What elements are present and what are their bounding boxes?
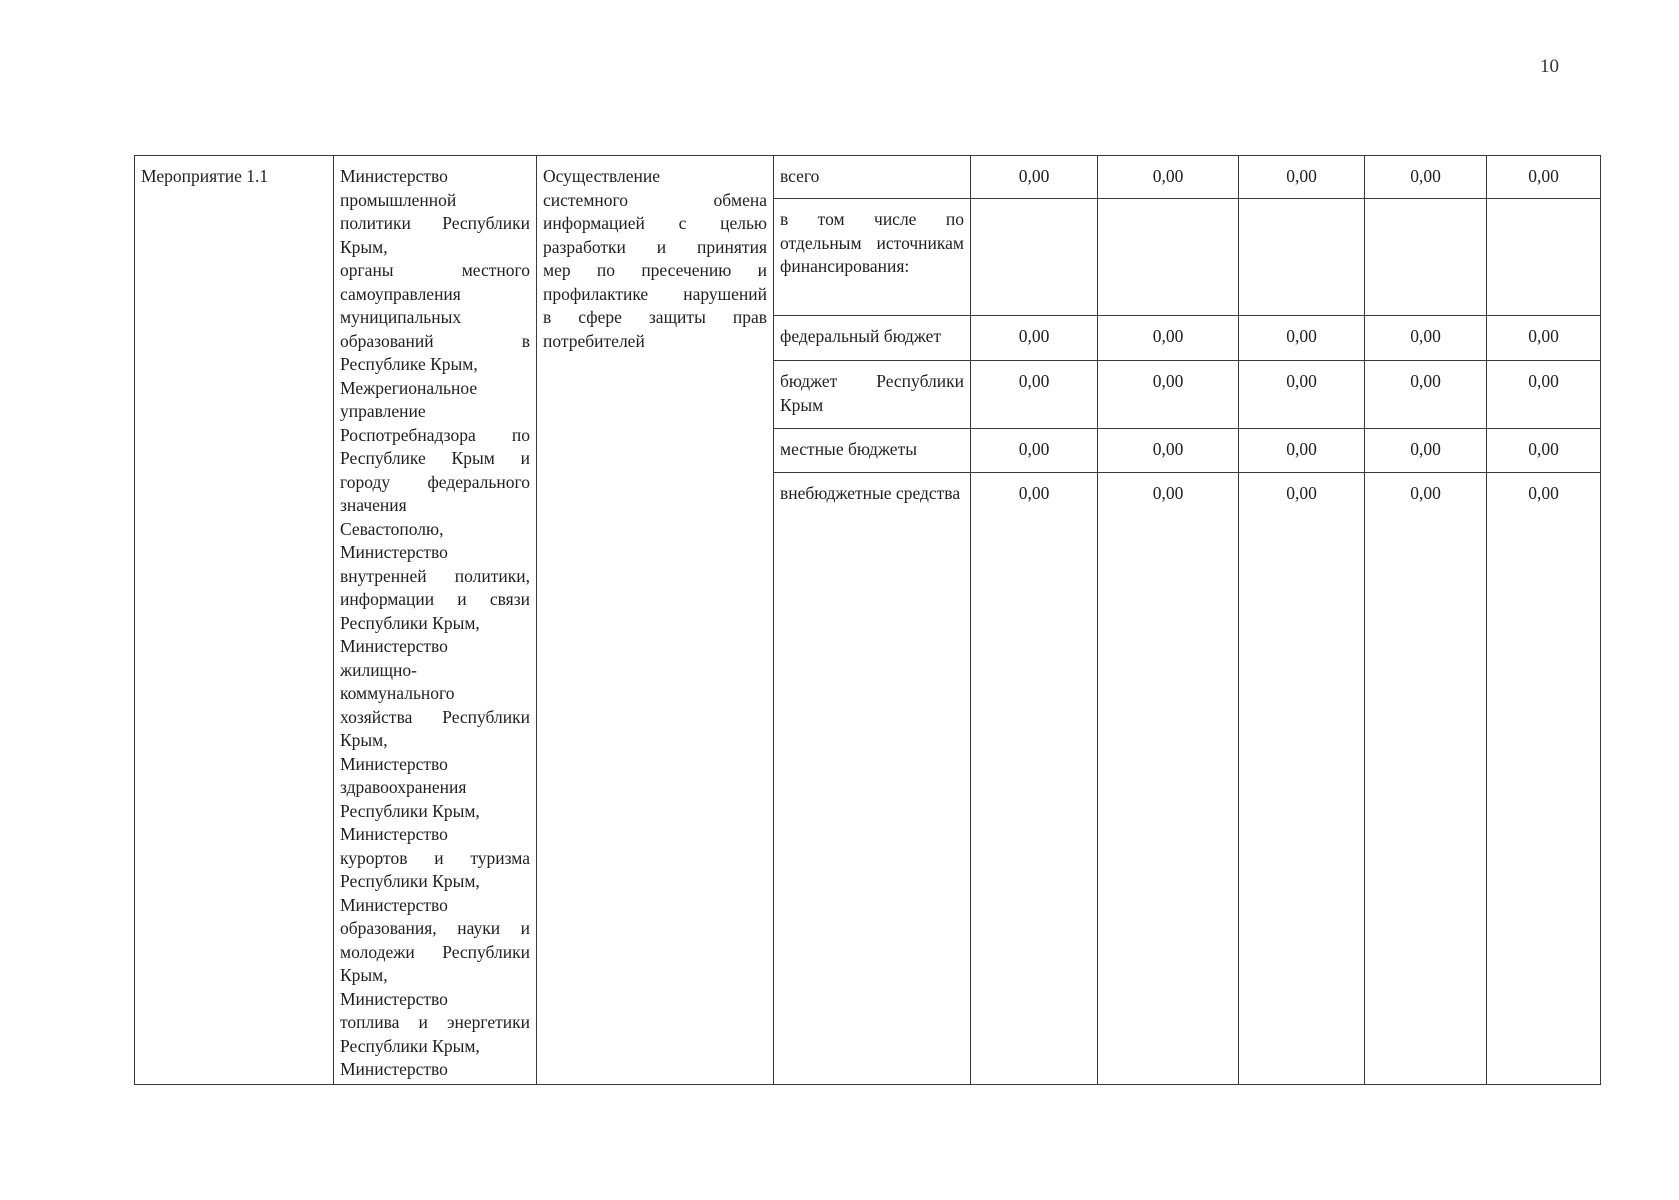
- funding-value-cell: 0,00: [1487, 429, 1601, 473]
- funding-source-cell: внебюджетные средства: [774, 473, 971, 1085]
- funding-value-cell: 0,00: [971, 361, 1098, 429]
- funding-value-cell: [1239, 199, 1365, 316]
- description-cell: [537, 156, 774, 1085]
- funding-value-cell: 0,00: [1365, 429, 1487, 473]
- funding-value-cell: 0,00: [971, 316, 1098, 361]
- executors-text: [340, 165, 530, 1082]
- text-line: информации и связи: [340, 589, 530, 609]
- text-line: Республики Крым,: [340, 871, 480, 891]
- text-line: промышленной: [340, 189, 457, 210]
- event-name-cell: Мероприятие 1.1: [135, 156, 334, 1085]
- text-line: Республики Крым,: [340, 800, 480, 821]
- funding-value-cell: 0,00: [1487, 156, 1601, 199]
- funding-value-cell: 0,00: [971, 156, 1098, 199]
- funding-value-cell: [971, 199, 1098, 316]
- table-row: [135, 156, 1601, 199]
- text-line: Республики Крым,: [340, 1035, 480, 1056]
- text-line: жилищно-: [340, 659, 417, 680]
- text-line: профилактике нарушений: [543, 283, 767, 304]
- funding-value-cell: 0,00: [1365, 156, 1487, 199]
- text-line: Крым,: [340, 965, 388, 985]
- funding-value-cell: 0,00: [1239, 156, 1365, 199]
- funding-value-cell: 0,00: [1487, 316, 1601, 361]
- page-number: 10: [1540, 56, 1559, 77]
- text-line: хозяйства Республики: [340, 706, 530, 727]
- text-line: Министерство: [340, 988, 448, 1009]
- text-line: органы местного: [340, 260, 530, 280]
- text-line: системного обмена: [543, 189, 767, 210]
- funding-source-cell: федеральный бюджет: [774, 316, 971, 361]
- text-line: Республике Крым и: [340, 448, 530, 468]
- text-line: Министерство: [340, 636, 448, 656]
- funding-table: [134, 155, 1601, 1085]
- funding-value-cell: 0,00: [1239, 473, 1365, 1085]
- text-line: образований в: [340, 330, 530, 351]
- funding-value-cell: 0,00: [1487, 361, 1601, 429]
- text-line: молодежи Республики: [340, 941, 530, 962]
- text-line: политики Республики: [340, 213, 530, 233]
- text-line: муниципальных: [340, 307, 462, 327]
- funding-value-cell: 0,00: [1365, 361, 1487, 429]
- text-line: городу федерального: [340, 471, 530, 492]
- text-line: Министерство: [340, 1059, 448, 1079]
- text-line: самоуправления: [340, 283, 461, 304]
- funding-value-cell: 0,00: [1239, 429, 1365, 473]
- funding-value-cell: 0,00: [1365, 316, 1487, 361]
- text-line: образования, науки и: [340, 918, 530, 938]
- funding-value-cell: 0,00: [1239, 316, 1365, 361]
- text-line: Министерство: [340, 542, 448, 562]
- funding-value-cell: 0,00: [971, 429, 1098, 473]
- text-line: разработки и принятия: [543, 236, 767, 257]
- text-line: Министерство: [340, 824, 448, 844]
- funding-value-cell: 0,00: [971, 473, 1098, 1085]
- text-line: потребителей: [543, 330, 645, 351]
- text-line: Севастополю,: [340, 518, 444, 539]
- funding-source-cell: местные бюджеты: [774, 429, 971, 473]
- funding-value-cell: [1487, 199, 1601, 316]
- text-line: Крым,: [340, 730, 388, 750]
- funding-value-cell: 0,00: [1098, 429, 1239, 473]
- text-line: топлива и энергетики: [340, 1012, 530, 1032]
- text-line: внутренней политики,: [340, 565, 530, 586]
- description-text: [543, 165, 767, 353]
- funding-value-cell: 0,00: [1098, 473, 1239, 1085]
- text-line: управление: [340, 401, 426, 421]
- text-line: Министерство: [340, 753, 448, 774]
- text-line: Республики Крым,: [340, 612, 480, 633]
- funding-source-cell: бюджет Республики Крым: [774, 361, 971, 429]
- text-line: Крым,: [340, 236, 388, 257]
- executors-cell: [334, 156, 537, 1085]
- text-line: информацией с целью: [543, 213, 767, 233]
- funding-value-cell: 0,00: [1239, 361, 1365, 429]
- text-line: здравоохранения: [340, 777, 467, 797]
- funding-value-cell: [1365, 199, 1487, 316]
- funding-value-cell: 0,00: [1487, 473, 1601, 1085]
- text-line: Министерство: [340, 894, 448, 915]
- funding-source-cell: всего: [774, 156, 971, 199]
- funding-value-cell: [1098, 199, 1239, 316]
- text-line: в сфере защиты прав: [543, 307, 767, 327]
- funding-value-cell: 0,00: [1098, 361, 1239, 429]
- text-line: Министерство: [340, 166, 448, 186]
- text-line: курортов и туризма: [340, 847, 530, 868]
- text-line: коммунального: [340, 683, 455, 703]
- text-line: Республике Крым,: [340, 354, 478, 374]
- text-line: Межрегиональное: [340, 377, 478, 398]
- text-line: Осуществление: [543, 166, 661, 186]
- text-line: мер по пресечению и: [543, 260, 767, 280]
- funding-value-cell: 0,00: [1098, 156, 1239, 199]
- text-line: Роспотребнадзора по: [340, 424, 530, 445]
- funding-source-cell: в том числе по отдельным источникам финансирования:: [774, 199, 971, 316]
- funding-value-cell: 0,00: [1098, 316, 1239, 361]
- funding-value-cell: 0,00: [1365, 473, 1487, 1085]
- text-line: значения: [340, 495, 407, 515]
